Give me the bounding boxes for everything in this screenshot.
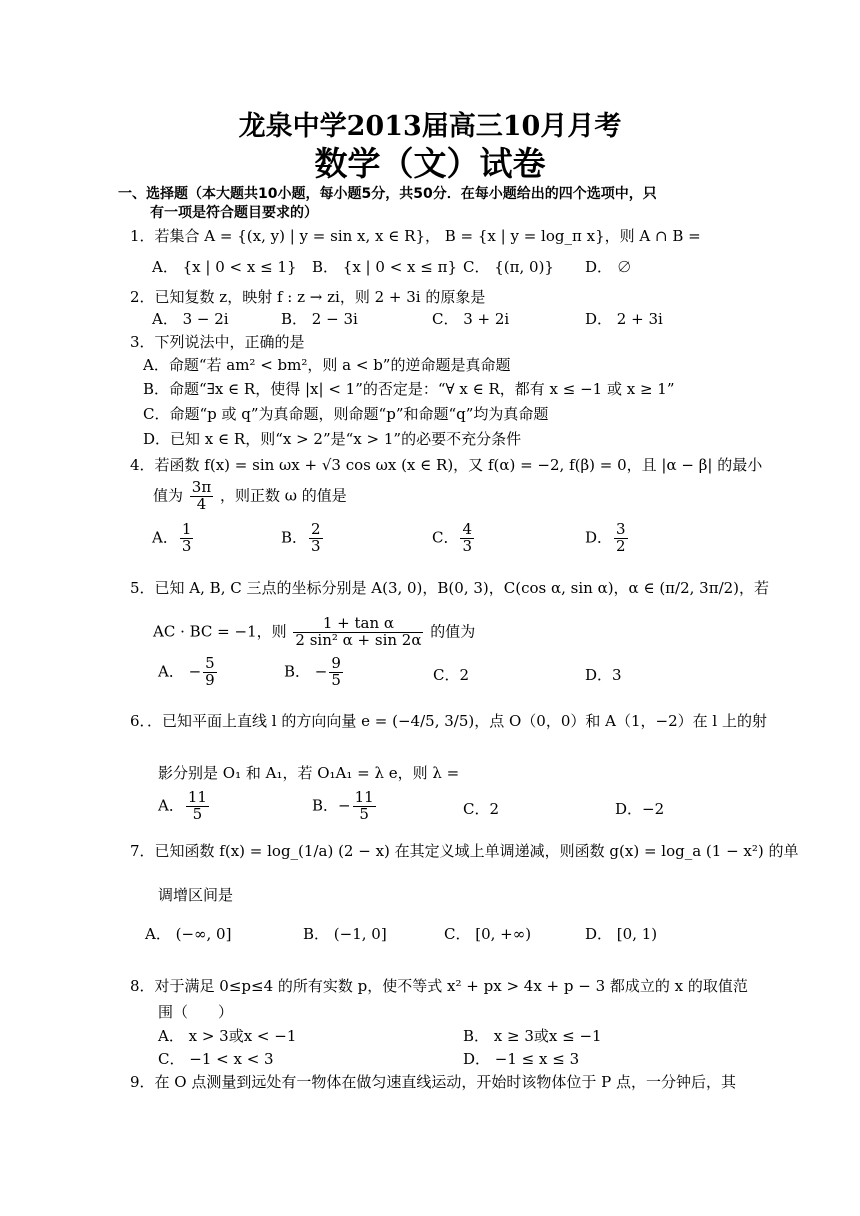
q3-stem: 3．下列说法中，正确的是 (130, 333, 305, 351)
q8-option-d: D． −1 ≤ x ≤ 3 (463, 1050, 580, 1068)
q2-option-d: D． 2 + 3i (585, 310, 663, 328)
q4-stem2-post: ，则正数 ω 的值是 (219, 486, 347, 505)
q2-stem: 2．已知复数 z，映射 f : z → zi，则 2 + 3i 的原象是 (130, 288, 486, 306)
exam-title: 龙泉中学2013届高三10月月考 (238, 111, 622, 142)
q4-option-d: D． $\frac{3}{2}$ (585, 520, 626, 555)
q5-stem2-post: 的值为 (430, 622, 476, 641)
q4-stem-line2 (153, 480, 347, 513)
section-heading-line2: 有一项是符合题目要求的） (150, 205, 318, 221)
q5-option-c: C．2 (433, 666, 470, 684)
q8-option-a: A． x > 3或x < −1 (158, 1027, 297, 1045)
q1-stem: 1．若集合 A = {(x, y) | y = sin x, x ∈ R}， B = {x | y = log_π x}，则 A ∩ B = (130, 227, 701, 245)
q1-option-b: B． {x | 0 < x ≤ π} (312, 258, 457, 276)
q1-option-d: D． ∅ (585, 258, 632, 276)
q8-option-b: B． x ≥ 3或x ≤ −1 (463, 1027, 602, 1045)
q8-stem-line2: 围（ ） (158, 1003, 234, 1021)
q4-stem2-pre: 值为 (153, 486, 184, 505)
q5-option-b: B． − $\frac{9}{5}$ (284, 654, 341, 689)
q1-option-a: A． {x | 0 < x ≤ 1} (152, 258, 297, 276)
q8-stem-line1: 8．对于满足 0≤p≤4 的所有实数 p，使不等式 x² + px > 4x + p − 3 都成立的 x 的取值范 (130, 977, 748, 995)
q6-option-b: B．− $\frac{11}{5}$ (312, 788, 374, 823)
q7-stem-line1: 7．已知函数 f(x) = log_(1/a) (2 − x) 在其定义域上单调递减，则函数 g(x) = log_a (1 − x²) 的单 (130, 842, 799, 860)
q4-min-value-fraction: $\frac{3\pi}{4}$ (191, 478, 212, 513)
q7-stem-line2: 调增区间是 (158, 886, 234, 904)
q3-option-b: B．命题“∃x ∈ R，使得 |x| < 1”的否定是：“∀ x ∈ R，都有 x ≤ −1 或 x ≥ 1” (143, 380, 675, 398)
q3-option-a: A．命题“若 am² < bm²，则 a < b”的逆命题是真命题 (143, 356, 511, 374)
q2-option-a: A． 3 − 2i (152, 310, 229, 328)
q2-option-b: B． 2 − 3i (281, 310, 358, 328)
q5-option-d: D．3 (585, 666, 622, 684)
section-heading-line1: 一、选择题（本大题共10小题，每小题5分，共50分．在每小题给出的四个选项中，只 (118, 186, 657, 202)
q7-option-a: A． (−∞, 0] (145, 925, 232, 943)
q7-option-b: B． (−1, 0] (303, 925, 387, 943)
q4-option-c: C． $\frac{4}{3}$ (432, 520, 473, 555)
q4-option-b: B． $\frac{2}{3}$ (281, 520, 321, 555)
q3-option-c: C．命题“p 或 q”为真命题，则命题“p”和命题“q”均为真命题 (143, 405, 549, 423)
q5-option-a: A． − $\frac{5}{9}$ (158, 654, 215, 689)
q4-option-a: A． $\frac{1}{3}$ (152, 520, 192, 555)
q6-option-d: D．−2 (615, 800, 665, 818)
q6-option-a: A． $\frac{11}{5}$ (158, 788, 207, 823)
q5-stem2-pre: AC · BC = −1，则 (153, 622, 287, 641)
q5-expression-fraction: $\frac{\text{1 + tan α}}{\text{2 sin² α + sin 2α}}$ (295, 614, 422, 649)
q3-option-d: D．已知 x ∈ R，则“x > 2”是“x > 1”的必要不充分条件 (143, 430, 522, 448)
q6-stem-line2: 影分别是 O₁ 和 A₁，若 O₁A₁ = λ e，则 λ = (158, 764, 460, 782)
exam-subtitle: 数学（文）试卷 (314, 144, 546, 183)
q5-stem-line1: 5．已知 A, B, C 三点的坐标分别是 A(3, 0)，B(0, 3)，C(cos α, sin α)，α ∈ (π/2, 3π/2)，若 (130, 579, 770, 597)
q7-option-d: D． [0, 1) (585, 925, 658, 943)
q4-stem-line1: 4．若函数 f(x) = sin ωx + √3 cos ωx (x ∈ R)，又 f(α) = −2, f(β) = 0，且 |α − β| 的最小 (130, 456, 763, 474)
q8-option-c: C． −1 < x < 3 (158, 1050, 274, 1068)
q2-option-c: C． 3 + 2i (432, 310, 510, 328)
q9-stem: 9．在 O 点测量到远处有一物体在做匀速直线运动，开始时该物体位于 P 点，一分钟后，其 (130, 1073, 737, 1091)
q6-option-c: C．2 (463, 800, 500, 818)
q6-stem-line1: 6．．已知平面上直线 l 的方向向量 e = (−4/5, 3/5)，点 O（0，0）和 A（1，−2）在 l 上的射 (130, 712, 767, 730)
q5-stem-line2 (153, 616, 475, 649)
q1-option-c: C． {(π, 0)} (463, 258, 554, 276)
q7-option-c: C． [0, +∞) (444, 925, 532, 943)
